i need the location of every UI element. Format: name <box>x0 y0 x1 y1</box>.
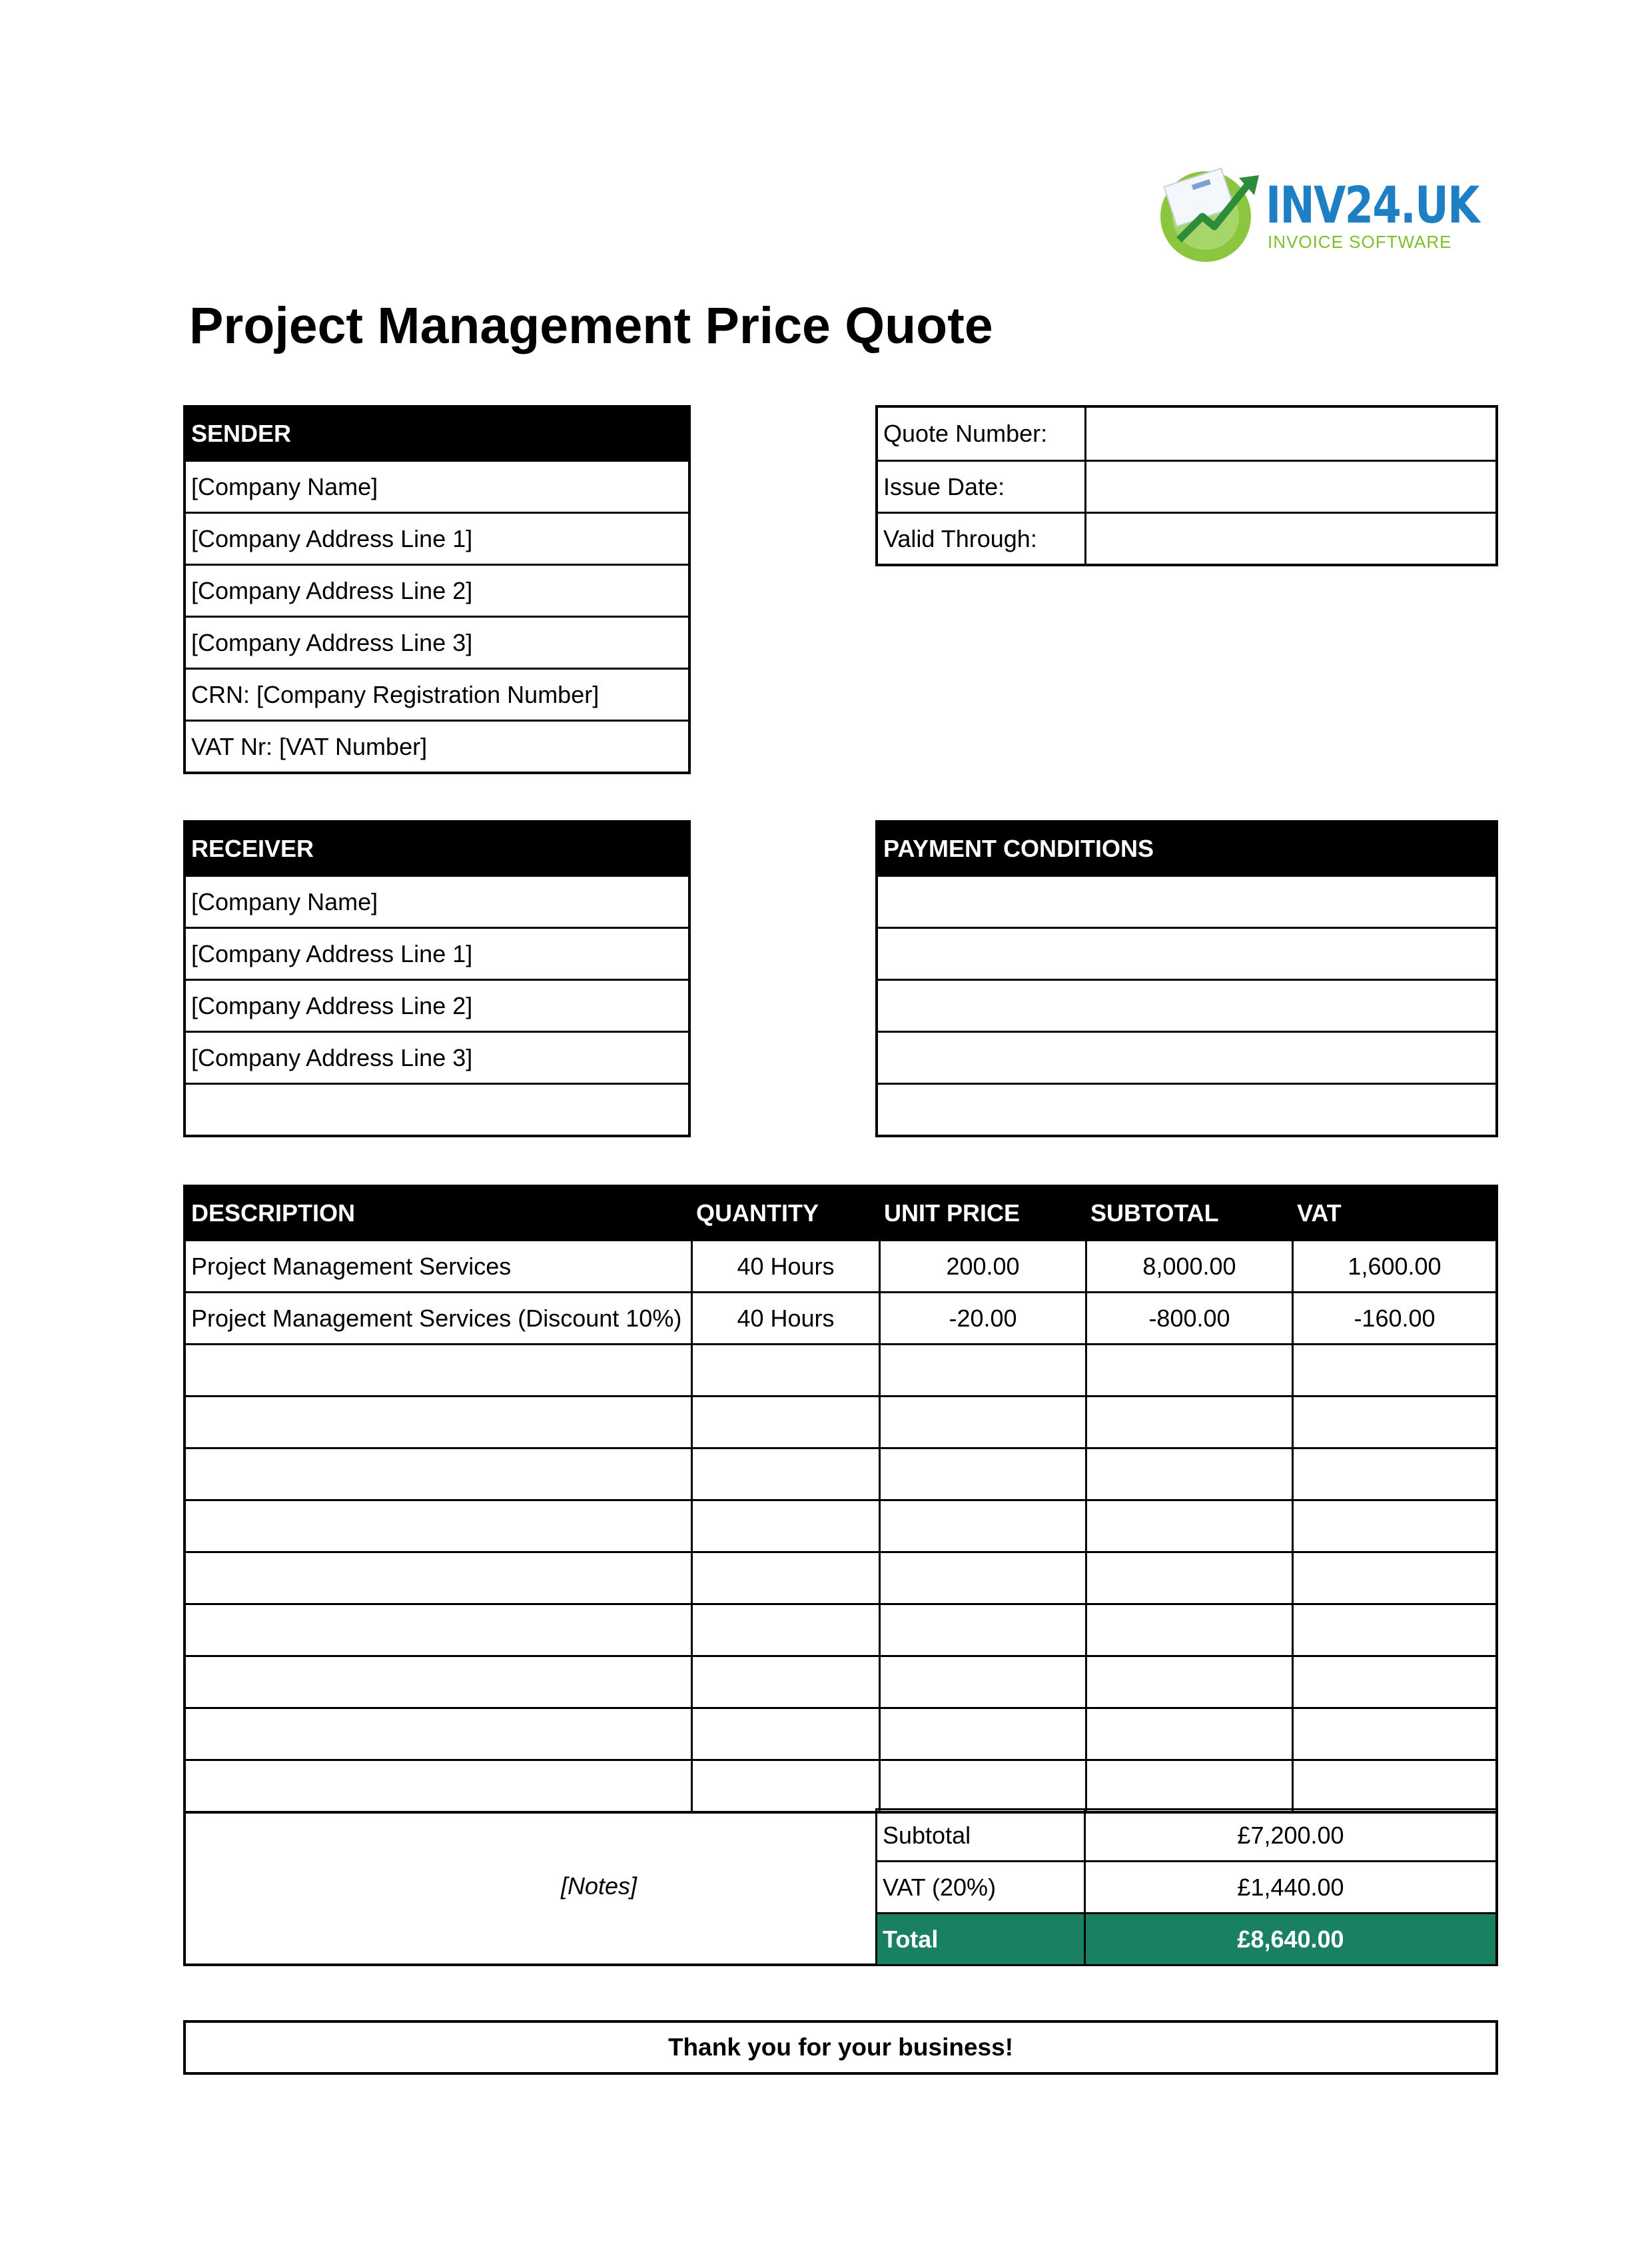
item-subtotal[interactable] <box>1085 1553 1292 1603</box>
item-vat[interactable]: -160.00 <box>1292 1293 1495 1343</box>
sender-row <box>186 668 688 720</box>
vat-label: VAT (20%) <box>883 1873 997 1901</box>
item-subtotal[interactable] <box>1085 1605 1292 1655</box>
vat-value: £1,440.00 <box>1084 1862 1495 1912</box>
receiver-header: RECEIVER <box>191 835 314 862</box>
payment-row <box>878 875 1495 927</box>
item-description[interactable]: Project Management Services <box>191 1252 512 1280</box>
payment-condition-field[interactable] <box>878 1033 1495 1083</box>
table-row <box>186 1499 1495 1551</box>
item-unit-price[interactable]: -20.00 <box>879 1293 1085 1343</box>
totals-grid <box>875 1808 1495 1964</box>
payment-condition-field[interactable] <box>878 877 1495 927</box>
quote-number-label: Quote Number: <box>883 420 1048 447</box>
table-row <box>186 1239 1495 1291</box>
receiver-company-name[interactable]: [Company Name] <box>191 887 378 915</box>
col-vat-header: VAT <box>1297 1199 1342 1227</box>
receiver-row <box>186 1031 688 1083</box>
item-quantity[interactable] <box>691 1761 879 1811</box>
item-unit-price[interactable] <box>879 1657 1085 1707</box>
item-unit-price[interactable] <box>879 1501 1085 1551</box>
sender-header-row <box>186 408 688 460</box>
payment-condition-field[interactable] <box>878 929 1495 979</box>
item-unit-price[interactable] <box>879 1605 1085 1655</box>
subtotal-row <box>877 1808 1495 1860</box>
table-row <box>186 1291 1495 1343</box>
item-vat[interactable] <box>1292 1345 1495 1395</box>
quote-info-row <box>878 512 1495 564</box>
payment-header-row <box>878 823 1495 875</box>
logo-brand-text: INV24.UK <box>1266 175 1479 235</box>
item-description[interactable] <box>186 1709 691 1759</box>
item-vat[interactable] <box>1292 1501 1495 1551</box>
quote-info-row <box>878 460 1495 512</box>
col-description-header: DESCRIPTION <box>191 1199 356 1227</box>
table-row <box>186 1395 1495 1447</box>
receiver-row <box>186 1083 688 1135</box>
receiver-table <box>183 820 691 1137</box>
item-description[interactable] <box>186 1397 691 1447</box>
receiver-row <box>186 979 688 1031</box>
table-row <box>186 1447 1495 1499</box>
logo-chart-icon <box>1156 163 1266 263</box>
item-unit-price[interactable] <box>879 1709 1085 1759</box>
item-vat[interactable] <box>1292 1761 1495 1811</box>
receiver-address-line-3[interactable]: [Company Address Line 3] <box>191 1043 473 1071</box>
payment-row <box>878 1031 1495 1083</box>
payment-condition-field[interactable] <box>878 1085 1495 1135</box>
subtotal-label: Subtotal <box>883 1821 971 1849</box>
payment-condition-field[interactable] <box>878 981 1495 1031</box>
total-label: Total <box>883 1925 939 1953</box>
sender-row <box>186 564 688 616</box>
issue-date-label: Issue Date: <box>883 472 1005 500</box>
table-row <box>186 1759 1495 1811</box>
item-quantity[interactable] <box>691 1449 879 1499</box>
total-value: £8,640.00 <box>1084 1914 1495 1964</box>
item-vat[interactable] <box>1292 1709 1495 1759</box>
totals-block <box>183 1808 1498 1966</box>
item-subtotal[interactable] <box>1085 1501 1292 1551</box>
item-vat[interactable]: 1,600.00 <box>1292 1241 1495 1291</box>
item-quantity[interactable] <box>691 1605 879 1655</box>
item-vat[interactable] <box>1292 1657 1495 1707</box>
items-body <box>186 1239 1495 1811</box>
item-quantity[interactable] <box>691 1553 879 1603</box>
table-row <box>186 1655 1495 1707</box>
sender-row <box>186 460 688 512</box>
sender-company-name[interactable]: [Company Name] <box>191 472 378 500</box>
logo-tagline: INVOICE SOFTWARE <box>1268 232 1452 252</box>
sender-crn[interactable]: CRN: [Company Registration Number] <box>191 680 600 708</box>
receiver-extra-line[interactable] <box>186 1085 688 1135</box>
col-quantity-header: QUANTITY <box>696 1199 819 1227</box>
item-subtotal[interactable] <box>1085 1345 1292 1395</box>
receiver-row <box>186 875 688 927</box>
item-quantity[interactable]: 40 Hours <box>691 1293 879 1343</box>
vat-row <box>877 1860 1495 1912</box>
table-row <box>186 1343 1495 1395</box>
item-vat[interactable] <box>1292 1553 1495 1603</box>
item-subtotal[interactable] <box>1085 1657 1292 1707</box>
receiver-row <box>186 927 688 979</box>
item-unit-price[interactable] <box>879 1397 1085 1447</box>
item-unit-price[interactable] <box>879 1345 1085 1395</box>
table-row <box>186 1551 1495 1603</box>
item-unit-price[interactable]: 200.00 <box>879 1241 1085 1291</box>
item-description[interactable] <box>186 1501 691 1551</box>
item-unit-price[interactable] <box>879 1761 1085 1811</box>
sender-table <box>183 405 691 774</box>
receiver-address-line-1[interactable]: [Company Address Line 1] <box>191 939 473 967</box>
sender-header: SENDER <box>191 420 292 447</box>
sender-row <box>186 720 688 772</box>
brand-logo <box>1156 163 1479 263</box>
page-title: Project Management Price Quote <box>189 297 993 354</box>
item-description[interactable] <box>186 1605 691 1655</box>
payment-row <box>878 1083 1495 1135</box>
items-header-row <box>186 1187 1495 1239</box>
item-description[interactable] <box>186 1345 691 1395</box>
payment-conditions-header: PAYMENT CONDITIONS <box>883 835 1154 862</box>
payment-row <box>878 979 1495 1031</box>
item-quantity[interactable] <box>691 1345 879 1395</box>
sender-row <box>186 512 688 564</box>
col-subtotal-header: SUBTOTAL <box>1090 1199 1219 1227</box>
valid-through-label: Valid Through: <box>883 524 1037 552</box>
sender-vat-number[interactable]: VAT Nr: [VAT Number] <box>191 732 428 760</box>
quote-number-field[interactable] <box>1084 408 1495 460</box>
sender-address-line-1[interactable]: [Company Address Line 1] <box>191 524 473 552</box>
item-unit-price[interactable] <box>879 1449 1085 1499</box>
table-row <box>186 1603 1495 1655</box>
sender-address-line-3[interactable]: [Company Address Line 3] <box>191 628 473 656</box>
item-subtotal[interactable] <box>1085 1449 1292 1499</box>
item-quantity[interactable] <box>691 1709 879 1759</box>
notes-field[interactable]: [Notes] <box>560 1872 637 1900</box>
item-description[interactable] <box>186 1553 691 1603</box>
subtotal-value: £7,200.00 <box>1084 1810 1495 1860</box>
item-vat[interactable] <box>1292 1605 1495 1655</box>
quote-info-row <box>878 408 1495 460</box>
item-description[interactable] <box>186 1657 691 1707</box>
total-row <box>877 1912 1495 1964</box>
item-subtotal[interactable] <box>1085 1709 1292 1759</box>
col-unit-price-header: UNIT PRICE <box>884 1199 1021 1227</box>
item-description[interactable] <box>186 1761 691 1811</box>
valid-through-field[interactable] <box>1084 514 1495 564</box>
receiver-address-line-2[interactable]: [Company Address Line 2] <box>191 991 473 1019</box>
payment-conditions-table <box>875 820 1498 1137</box>
item-description[interactable]: Project Management Services (Discount 10%) <box>191 1304 682 1332</box>
quote-info-table <box>875 405 1498 566</box>
item-quantity[interactable] <box>691 1657 879 1707</box>
item-quantity[interactable] <box>691 1501 879 1551</box>
item-vat[interactable] <box>1292 1449 1495 1499</box>
issue-date-field[interactable] <box>1084 462 1495 512</box>
sender-row <box>186 616 688 668</box>
item-vat[interactable] <box>1292 1397 1495 1447</box>
thank-you-banner: Thank you for your business! <box>183 2020 1498 2075</box>
item-unit-price[interactable] <box>879 1553 1085 1603</box>
table-row <box>186 1707 1495 1759</box>
item-quantity[interactable] <box>691 1397 879 1447</box>
item-subtotal[interactable]: 8,000.00 <box>1085 1241 1292 1291</box>
item-subtotal[interactable] <box>1085 1397 1292 1447</box>
item-quantity[interactable]: 40 Hours <box>691 1241 879 1291</box>
payment-row <box>878 927 1495 979</box>
receiver-header-row <box>186 823 688 875</box>
sender-address-line-2[interactable]: [Company Address Line 2] <box>191 576 473 604</box>
item-subtotal[interactable] <box>1085 1761 1292 1811</box>
item-subtotal[interactable]: -800.00 <box>1085 1293 1292 1343</box>
line-items-table <box>183 1185 1498 1814</box>
item-description[interactable] <box>186 1449 691 1499</box>
